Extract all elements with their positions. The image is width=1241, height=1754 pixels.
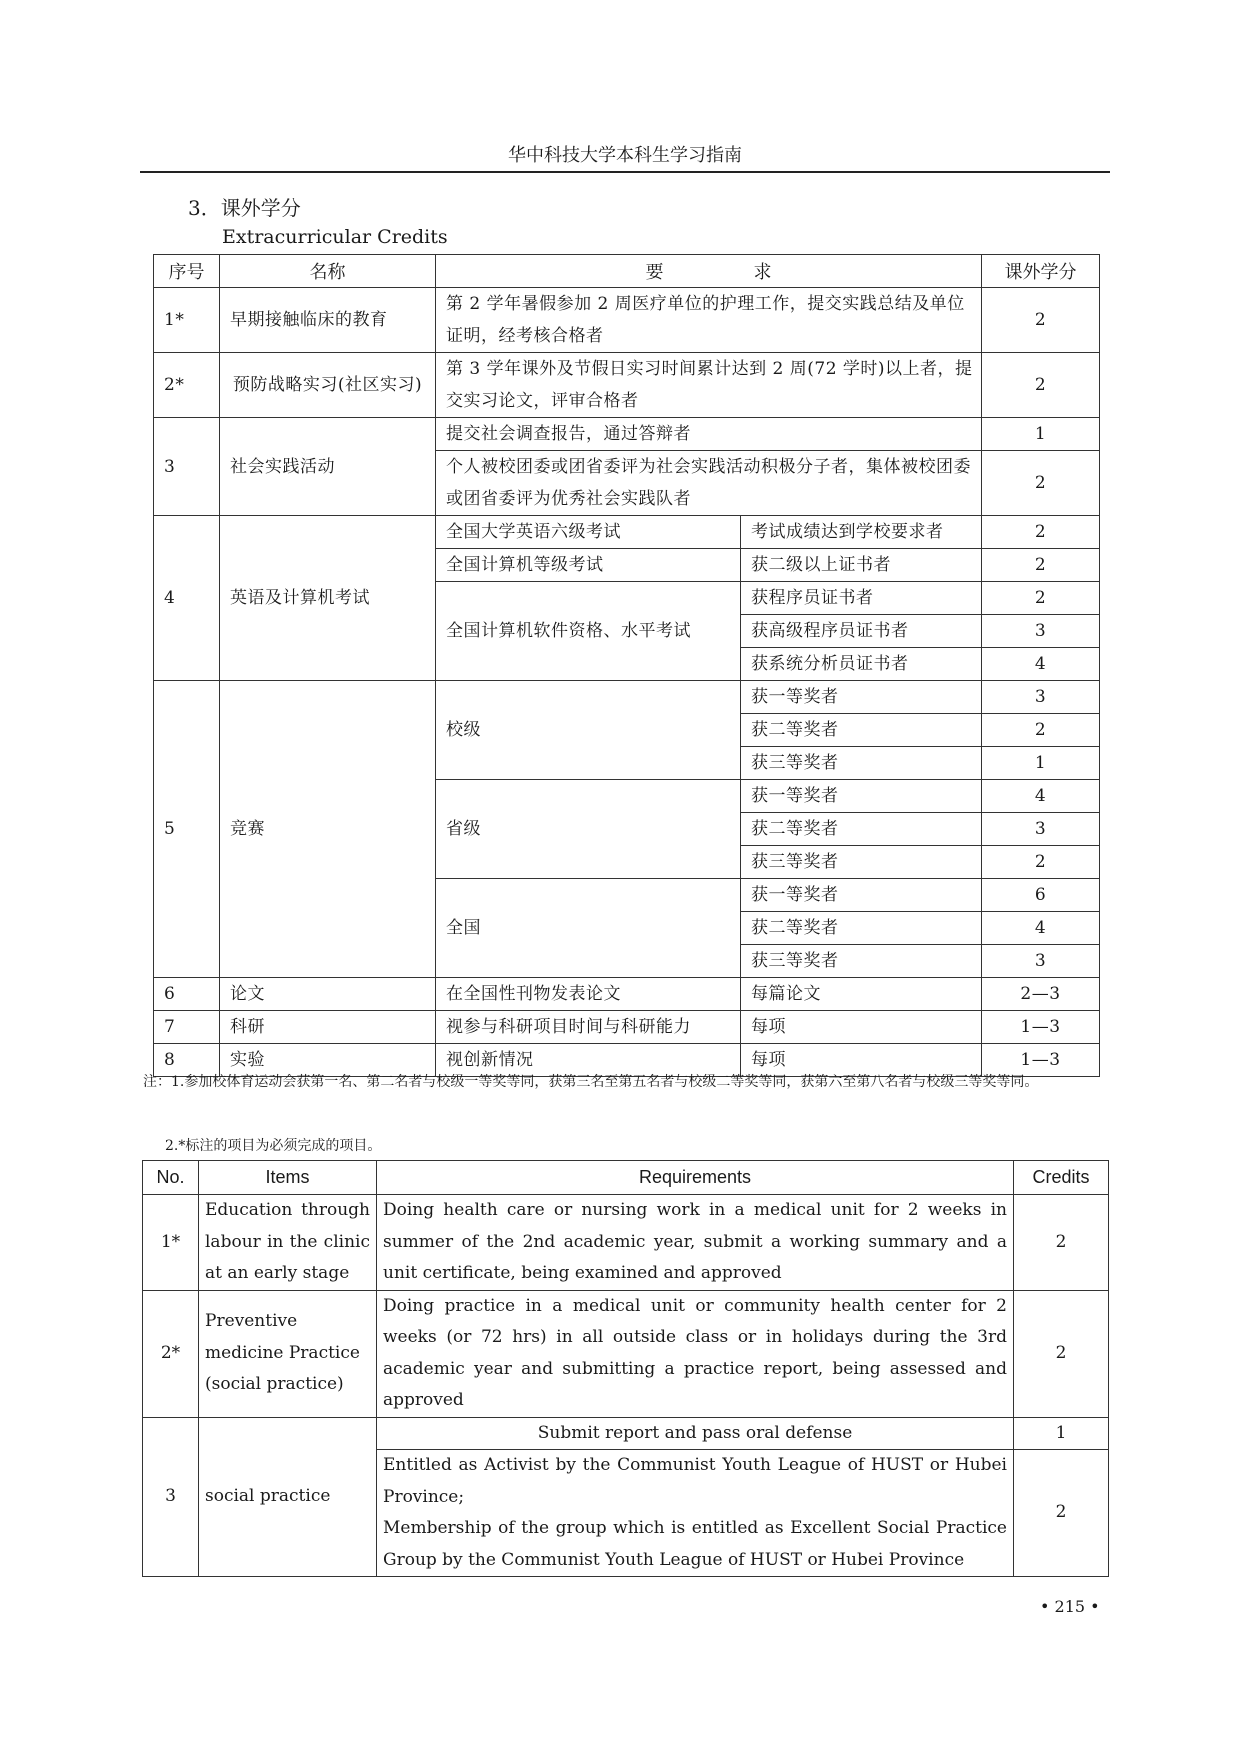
row-condition: 获一等奖者 [741, 681, 982, 714]
table-row [154, 418, 1100, 451]
row-credit: 1 [1014, 1417, 1109, 1450]
row-condition: 获三等奖者 [741, 747, 982, 780]
table-row [154, 516, 1100, 549]
row-item [199, 1290, 377, 1417]
row-condition: 获一等奖者 [741, 780, 982, 813]
row-item-line: (social practice) [205, 1374, 344, 1395]
row-requirement: 视参与科研项目时间与科研能力 [436, 1011, 741, 1044]
row-condition: 获高级程序员证书者 [741, 615, 982, 648]
row-condition: 获二等奖者 [741, 813, 982, 846]
row-requirement: 个人被校团委或团省委评为社会实践活动积极分子者，集体被校团委或团省委评为优秀社会实践队者 [436, 451, 982, 516]
requirement-line: Entitled as Activist by the Communist Youth League of HUST or Hubei Province; [383, 1455, 1007, 1507]
table-row [154, 681, 1100, 714]
table-row [154, 1011, 1100, 1044]
row-name: 科研 [220, 1011, 436, 1044]
row-condition: 获程序员证书者 [741, 582, 982, 615]
row-no: 2* [154, 353, 220, 418]
row-requirement [377, 1450, 1014, 1577]
table-row [154, 353, 1100, 418]
row-credit: 2—3 [982, 978, 1100, 1011]
row-name: 实验 [220, 1044, 436, 1077]
row-no: 4 [154, 516, 220, 681]
requirement-line: Membership of the group which is entitled as Excellent Social Practice Group by the Communist Youth League of HUST or Hubei Province [383, 1518, 1007, 1570]
row-condition: 获二等奖者 [741, 912, 982, 945]
table-header-row [154, 255, 1100, 288]
row-credit: 2 [982, 288, 1100, 353]
row-requirement: Doing health care or nursing work in a medical unit for 2 weeks in summer of the 2nd academic year, submit a working summary and a unit certificate, being examined and approved [377, 1195, 1014, 1291]
row-credit: 3 [982, 681, 1100, 714]
row-no: 1* [154, 288, 220, 353]
header-items: Items [199, 1161, 377, 1195]
extracurricular-credits-table-cn [153, 254, 1100, 1077]
row-credit: 1 [982, 418, 1100, 451]
row-requirement: 提交社会调查报告，通过答辩者 [436, 418, 982, 451]
row-requirement: Submit report and pass oral defense [377, 1417, 1014, 1450]
running-header [140, 141, 1110, 173]
section-heading: 3．课外学分 [188, 196, 301, 220]
exam-name: 全国计算机软件资格、水平考试 [436, 582, 741, 681]
row-no: 7 [154, 1011, 220, 1044]
row-name: 预防战略实习(社区实习) [220, 353, 436, 418]
row-requirement: 第 3 学年课外及节假日实习时间累计达到 2 周(72 学时)以上者，提交实习论文，评审合格者 [436, 353, 982, 418]
table-row [143, 1417, 1109, 1450]
row-condition: 获一等奖者 [741, 879, 982, 912]
row-credit: 3 [982, 615, 1100, 648]
row-name: 社会实践活动 [220, 418, 436, 516]
page-number: • 215 • [1040, 1597, 1100, 1616]
row-no: 2* [143, 1290, 199, 1417]
row-name: 英语及计算机考试 [220, 516, 436, 681]
header-credits: Credits [1014, 1161, 1109, 1195]
row-credit: 6 [982, 879, 1100, 912]
row-condition: 获系统分析员证书者 [741, 648, 982, 681]
competition-level: 省级 [436, 780, 741, 879]
row-condition: 每篇论文 [741, 978, 982, 1011]
row-condition: 获三等奖者 [741, 846, 982, 879]
running-title: 华中科技大学本科生学习指南 [508, 145, 742, 166]
row-item-line: Preventive medicine Practice [205, 1311, 360, 1363]
row-requirement: 视创新情况 [436, 1044, 741, 1077]
row-credit: 2 [982, 516, 1100, 549]
row-condition: 每项 [741, 1011, 982, 1044]
table-row [154, 978, 1100, 1011]
competition-level: 全国 [436, 879, 741, 978]
row-no: 3 [154, 418, 220, 516]
header-name: 名称 [220, 255, 436, 288]
row-credit: 2 [1014, 1290, 1109, 1417]
row-credit: 1—3 [982, 1011, 1100, 1044]
row-credit: 2 [982, 451, 1100, 516]
row-requirement: Doing practice in a medical unit or community health center for 2 weeks (or 72 hrs) in all outside class or in holidays during the 3rd academic year and submitting a practice report, being assessed and approved [377, 1290, 1014, 1417]
row-name: 论文 [220, 978, 436, 1011]
row-name: 早期接触临床的教育 [220, 288, 436, 353]
row-condition: 获二等奖者 [741, 714, 982, 747]
header-credit: 课外学分 [982, 255, 1100, 288]
table-header-row [143, 1161, 1109, 1195]
section-subtitle: Extracurricular Credits [222, 226, 448, 248]
row-credit: 1—3 [982, 1044, 1100, 1077]
header-requirement: 要 求 [436, 255, 982, 288]
row-condition: 考试成绩达到学校要求者 [741, 516, 982, 549]
table-row [154, 288, 1100, 353]
row-credit: 4 [982, 780, 1100, 813]
row-credit: 2 [982, 846, 1100, 879]
row-credit: 2 [1014, 1195, 1109, 1291]
extracurricular-credits-table-en [142, 1160, 1109, 1577]
table-row [143, 1195, 1109, 1291]
header-no: No. [143, 1161, 199, 1195]
row-name: 竞赛 [220, 681, 436, 978]
row-credit: 2 [982, 582, 1100, 615]
row-credit: 3 [982, 813, 1100, 846]
row-condition: 获三等奖者 [741, 945, 982, 978]
row-no: 6 [154, 978, 220, 1011]
row-condition: 获二级以上证书者 [741, 549, 982, 582]
row-condition: 每项 [741, 1044, 982, 1077]
header-requirements: Requirements [377, 1161, 1014, 1195]
row-credit: 4 [982, 648, 1100, 681]
row-credit: 2 [982, 714, 1100, 747]
header-no: 序号 [154, 255, 220, 288]
row-credit: 2 [982, 549, 1100, 582]
row-no: 1* [143, 1195, 199, 1291]
row-credit: 1 [982, 747, 1100, 780]
row-credit: 3 [982, 945, 1100, 978]
note-1: 注：1.参加校体育运动会获第一名、第二名者与校级一等奖等同，获第三名至第五名者与校级二等奖等同，获第六至第八名者与校级三等奖等同。 [143, 1074, 1039, 1090]
row-requirement: 在全国性刊物发表论文 [436, 978, 741, 1011]
row-item: Education through labour in the clinic at an early stage [199, 1195, 377, 1291]
exam-name: 全国大学英语六级考试 [436, 516, 741, 549]
exam-name: 全国计算机等级考试 [436, 549, 741, 582]
row-no: 3 [143, 1417, 199, 1577]
row-credit: 2 [1014, 1450, 1109, 1577]
note-2: 2.*标注的项目为必须完成的项目。 [165, 1138, 382, 1154]
row-requirement: 第 2 学年暑假参加 2 周医疗单位的护理工作，提交实践总结及单位证明，经考核合格者 [436, 288, 982, 353]
row-credit: 4 [982, 912, 1100, 945]
row-no: 5 [154, 681, 220, 978]
row-no: 8 [154, 1044, 220, 1077]
row-credit: 2 [982, 353, 1100, 418]
row-item: social practice [199, 1417, 377, 1577]
competition-level: 校级 [436, 681, 741, 780]
table-row [143, 1290, 1109, 1417]
